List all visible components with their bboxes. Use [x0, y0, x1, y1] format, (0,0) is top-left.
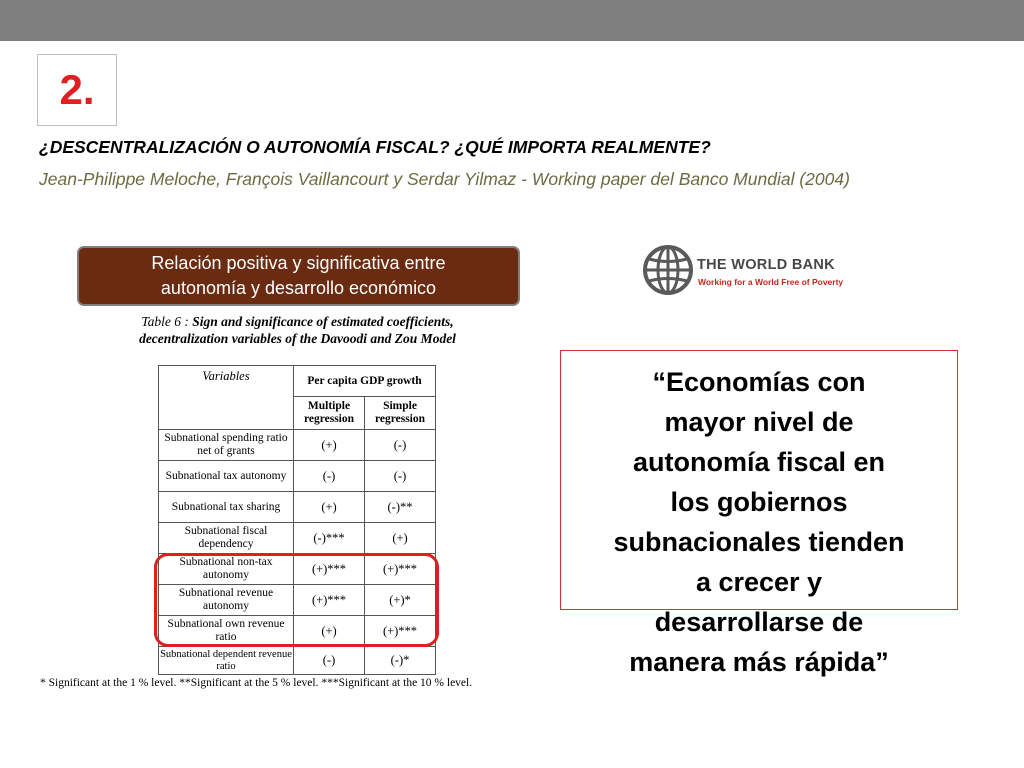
row-multiple: (+)***: [294, 585, 365, 616]
quote-line: subnacionales tienden: [613, 527, 905, 557]
callout-line-2: autonomía y desarrollo económico: [160, 278, 437, 298]
row-multiple: (-): [294, 461, 365, 492]
row-simple: (-)*: [365, 647, 436, 675]
table-caption-line-2: decentralization variables of the Davoodi and Zou Model: [139, 331, 456, 346]
quote-line: manera más rápida”: [629, 647, 889, 677]
world-bank-tagline: Working for a World Free of Poverty: [698, 277, 844, 287]
quote-line: “Economías con: [652, 367, 866, 397]
row-simple: (-)**: [365, 492, 436, 523]
row-simple: (-): [365, 461, 436, 492]
row-variable: Subnational dependent revenue ratio: [159, 647, 294, 675]
top-bar: [0, 0, 1024, 41]
table-caption: [100, 313, 495, 347]
quote-line: autonomía fiscal en: [632, 447, 886, 477]
row-multiple: (+): [294, 430, 365, 461]
row-simple: (+)***: [365, 616, 436, 647]
row-multiple: (-): [294, 647, 365, 675]
row-multiple: (+)***: [294, 554, 365, 585]
table-caption-line-1: Sign and significance of estimated coefficients,: [192, 314, 454, 329]
row-simple: (+)***: [365, 554, 436, 585]
quote-line: los gobiernos: [670, 487, 848, 517]
table-row: [159, 523, 436, 554]
slide-title: ¿DESCENTRALIZACIÓN O AUTONOMÍA FISCAL? ¿QUÉ IMPORTA REALMENTE?: [39, 137, 711, 157]
quote-text: [560, 362, 958, 682]
world-bank-name: THE WORLD BANK: [697, 257, 835, 273]
row-variable: Subnational revenue autonomy: [159, 585, 294, 616]
row-multiple: (+): [294, 616, 365, 647]
row-simple: (+)*: [365, 585, 436, 616]
row-simple: (+): [365, 523, 436, 554]
row-variable: Subnational spending ratio net of grants: [159, 430, 294, 461]
quote-line: desarrollarse de: [654, 607, 864, 637]
row-variable: Subnational non-tax autonomy: [159, 554, 294, 585]
header-multiple-regression: Multiple regression: [294, 397, 365, 430]
header-simple-regression: Simple regression: [365, 397, 436, 430]
quote-line: mayor nivel de: [664, 407, 854, 437]
highlight-oval: [154, 553, 439, 647]
callout-box: [77, 246, 520, 306]
table-row: [159, 461, 436, 492]
row-simple: (-): [365, 430, 436, 461]
slide-number: 2.: [37, 54, 117, 126]
world-bank-globe-icon: [640, 242, 696, 298]
row-multiple: (-)***: [294, 523, 365, 554]
table-row: [159, 492, 436, 523]
row-variable: Subnational tax sharing: [159, 492, 294, 523]
row-multiple: (+): [294, 492, 365, 523]
row-variable: Subnational tax autonomy: [159, 461, 294, 492]
row-variable: Subnational fiscal dependency: [159, 523, 294, 554]
header-variables: Variables: [159, 366, 294, 430]
table-row: [159, 647, 436, 675]
row-variable: Subnational own revenue ratio: [159, 616, 294, 647]
table-footnote: * Significant at the 1 % level. **Significant at the 5 % level. ***Significant at the 10 % level.: [40, 677, 473, 689]
table-caption-prefix: Table 6 :: [141, 314, 193, 329]
quote-line: a crecer y: [695, 567, 823, 597]
header-gdp-growth: Per capita GDP growth: [294, 366, 436, 397]
callout-line-1: Relación positiva y significativa entre: [151, 253, 446, 273]
slide-subtitle: Jean-Philippe Meloche, François Vaillancourt y Serdar Yilmaz - Working paper del Banco Mundial (2004): [39, 169, 850, 189]
table-row: [159, 430, 436, 461]
